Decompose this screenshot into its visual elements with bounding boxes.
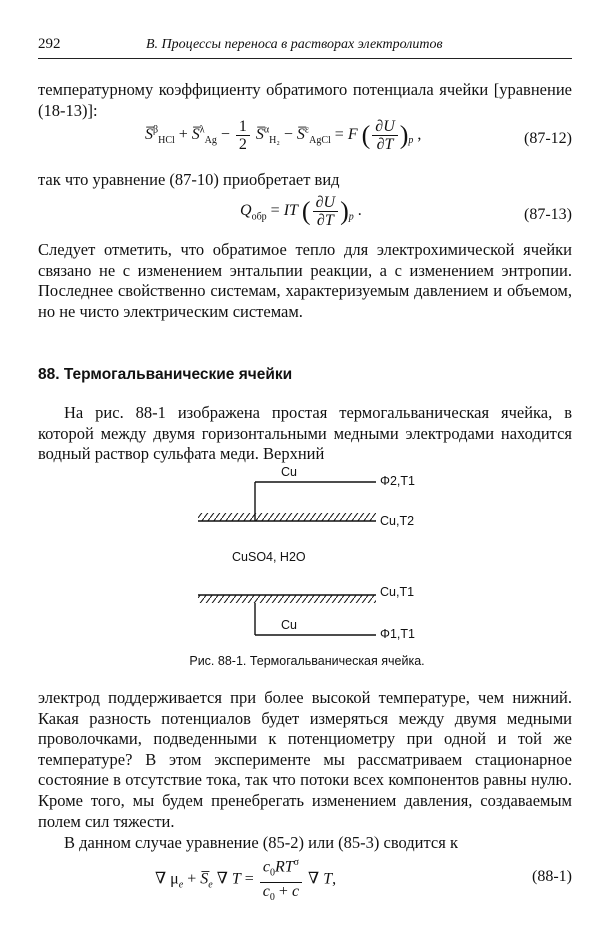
- page-number: 292: [38, 36, 61, 52]
- bottom-electrode-hatch: [198, 595, 376, 603]
- paragraph-figure-intro-text: На рис. 88-1 изображена простая термогальваническая ячейка, в которой между двумя горизонтальными медными электродами находится водный раствор сульфата меди. Верхний: [38, 403, 572, 464]
- running-title: В. Процессы переноса в растворах электролитов: [146, 37, 443, 52]
- equation-87-12-body: S̅$^\beta_{HCl}$ + S̅$^\lambda_{Ag}$ − $\frac{1}{2}$ S̅$^\alpha_{H_2}$ − S̅$^\varepsilon_{AgCl}$ = F ( $\frac{\partial U}{\partial T}$ )$_p$ ,: [145, 118, 422, 153]
- paragraph-reduces-text: В данном случае уравнение (85-2) или (85-3) сводится к: [64, 833, 458, 852]
- equation-number-87-13: (87-13): [524, 206, 572, 223]
- paragraph-entropy-note: Следует отметить, что обратимое тепло для электрохимической ячейки связано не с изменением энтальпии реакции, а с изменением энтропии. Последнее свойственно системам, характеризуемым давлением и объемом, но не чисто электрическим системам.: [38, 240, 572, 321]
- section-title: 88. Термогальванические ячейки: [38, 366, 293, 383]
- label-cu-top: Cu: [281, 465, 297, 479]
- equation-88-1: ∇ $\mu_e$ + $S̅_e$ ∇ T = $\frac{c_0RT^\sigma}{c_0 + c}$ ∇ T,: [155, 854, 336, 906]
- paragraph-reduces: [38, 833, 572, 854]
- label-phi1: Φ1,T1: [380, 627, 415, 641]
- running-header: [38, 36, 572, 59]
- label-phi2: Φ2,T1: [380, 474, 415, 488]
- figure-caption: Рис. 88-1. Термогальваническая ячейка.: [189, 654, 425, 668]
- thermogalvanic-cell-figure: [0, 462, 614, 652]
- label-cu-bottom: Cu: [281, 618, 297, 632]
- equation-87-12: [145, 118, 421, 153]
- equation-number-88-1: (88-1): [532, 868, 572, 885]
- equation-number-87-12: (87-12): [524, 130, 572, 147]
- label-cu-t2: Cu,T2: [380, 514, 415, 528]
- top-electrode-hatch: [198, 513, 376, 521]
- paragraph-transition: так что уравнение (87-10) приобретает вид: [38, 170, 340, 189]
- paragraph-experiment: электрод поддерживается при более высокой температуре, чем нижний. Какая разность потенциалов будет измеряться между двумя медными проволочками, подведенными к потенциометру при одной и той же температуре? В этом эксперименте мы рассматриваем стационарное состояние в отсутствие тока, так что потоки всех компонентов равны нулю. Кроме того, мы будем пренебрегать изменением давления, создаваемым полем сил тяжести.: [38, 688, 572, 831]
- paragraph-figure-intro: [38, 403, 572, 465]
- label-solution: CuSO4, H2O: [232, 550, 306, 564]
- top-electrode: [198, 482, 376, 521]
- label-cu-t1: Cu,T1: [380, 585, 415, 599]
- paragraph-intro: температурному коэффициенту обратимого потенциала ячейки [уравнение (18-13)]:: [38, 80, 572, 120]
- equation-87-13: $Q_{обр}$ = IT ( $\frac{\partial U}{\partial T}$ )$_p$ .: [240, 194, 362, 229]
